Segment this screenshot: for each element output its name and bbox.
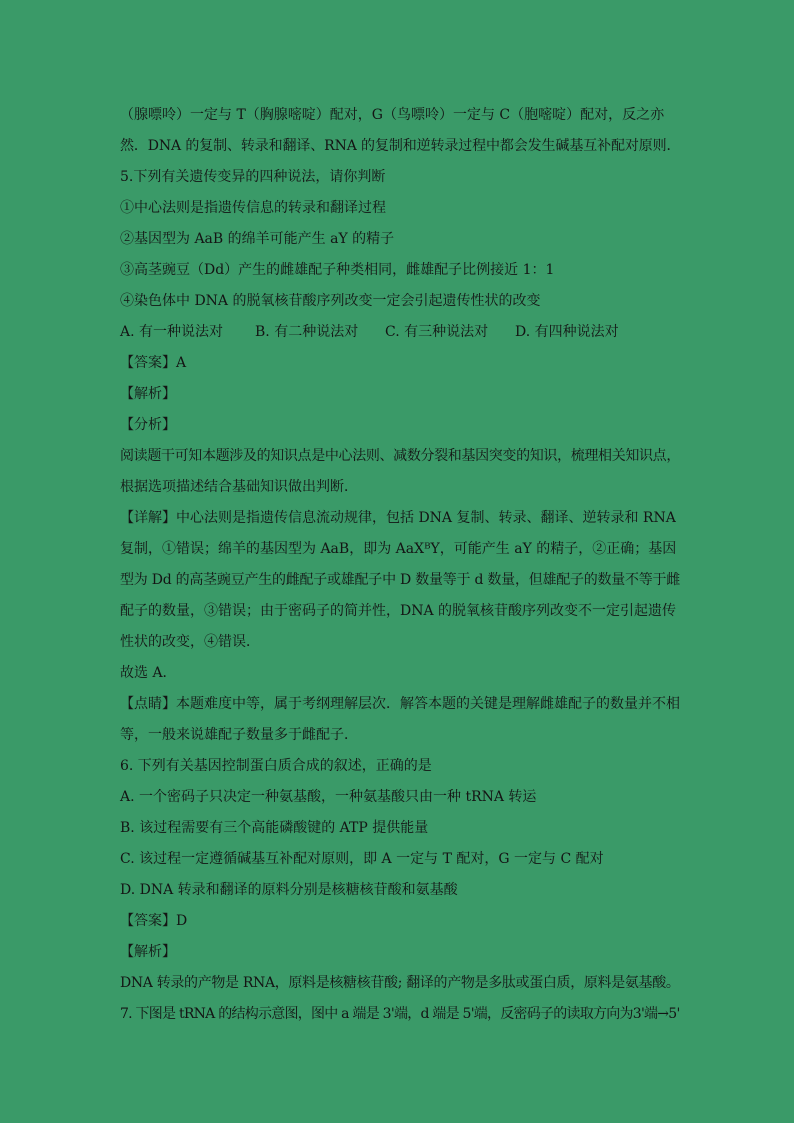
option-a: A. 一个密码子只决定一种氨基酸，一种氨基酸只由一种 tRNA 转运 xyxy=(120,789,537,805)
option-c: C. 该过程一定遵循碱基互补配对原则，即 A 一定与 T 配对，G 一定与 C 配对 xyxy=(120,851,604,867)
detail-line: 【详解】中心法则是指遗传信息流动规律，包括 DNA 复制、转录、翻译、逆转录和 RNA xyxy=(120,510,676,526)
detail-line: 复制，①错误；绵羊的基因型为 AaB，即为 AaXᴮY，可能产生 aY 的精子，②正确；基因 xyxy=(120,541,677,557)
option-a: A. 有一种说法对 xyxy=(120,324,224,340)
detail-line: 性状的改变，④错误． xyxy=(120,634,260,650)
text-line: DNA 转录的产物是 RNA，原料是核糖核苷酸; 翻译的产物是多肽或蛋白质，原料是氨基酸。 xyxy=(120,975,680,991)
question-5-stem: 5.下列有关遗传变异的四种说法，请你判断 xyxy=(120,169,386,185)
answer-5: 【答案】A xyxy=(120,355,187,371)
detail-line: 配子的数量，③错误；由于密码子的简并性，DNA 的脱氧核苷酸序列改变不一定引起遗传 xyxy=(120,603,677,619)
option-b: B. 该过程需要有三个高能磷酸键的 ATP 提供能量 xyxy=(120,820,429,836)
analysis-heading: 【解析】 xyxy=(120,944,176,960)
comment-line: 等，一般来说雄配子数量多于雌配子． xyxy=(120,727,358,743)
question-7-stem: 7. 下图是 tRNA 的结构示意图，图中 a 端是 3'端，d 端是 5'端，反密码子的读取方向为3'端→5' xyxy=(120,1006,680,1022)
text-line: 根据选项描述结合基础知识做出判断． xyxy=(120,479,358,495)
choice-line: 故选 A． xyxy=(120,665,177,681)
statement-3: ③高茎豌豆（Dd）产生的雌雄配子种类相同，雌雄配子比例接近 1：1 xyxy=(120,262,555,278)
text-line: （腺嘌呤）一定与 T（胸腺嘧啶）配对，G（鸟嘌呤）一定与 C（胞嘧啶）配对，反之亦 xyxy=(120,107,665,123)
option-d: D. DNA 转录和翻译的原料分别是核糖核苷酸和氨基酸 xyxy=(120,882,458,898)
option-b: B. 有二种说法对 xyxy=(255,324,359,340)
comment-line: 【点睛】本题难度中等，属于考纲理解层次．解答本题的关键是理解雌雄配子的数量并不相 xyxy=(120,696,680,712)
statement-2: ②基因型为 AaB 的绵羊可能产生 aY 的精子 xyxy=(120,231,395,247)
statement-4: ④染色体中 DNA 的脱氧核苷酸序列改变一定会引起遗传性状的改变 xyxy=(120,293,541,309)
option-d: D. 有四种说法对 xyxy=(515,324,619,340)
question-6-stem: 6. 下列有关基因控制蛋白质合成的叙述，正确的是 xyxy=(120,758,432,774)
option-c: C. 有三种说法对 xyxy=(385,324,489,340)
answer-6: 【答案】D xyxy=(120,913,188,929)
analysis-subheading: 【分析】 xyxy=(120,417,176,433)
document-page xyxy=(120,100,680,1030)
question-5-options xyxy=(120,317,680,348)
text-line: 然．DNA 的复制、转录和翻译、RNA 的复制和逆转录过程中都会发生碱基互补配对原则． xyxy=(120,138,681,154)
text-line: 阅读题干可知本题涉及的知识点是中心法则、减数分裂和基因突变的知识，梳理相关知识点， xyxy=(120,448,680,464)
statement-1: ①中心法则是指遗传信息的转录和翻译过程 xyxy=(120,200,386,216)
detail-line: 型为 Dd 的高茎豌豆产生的雌配子或雄配子中 D 数量等于 d 数量，但雄配子的数量不等于雌 xyxy=(120,572,681,588)
analysis-heading: 【解析】 xyxy=(120,386,176,402)
